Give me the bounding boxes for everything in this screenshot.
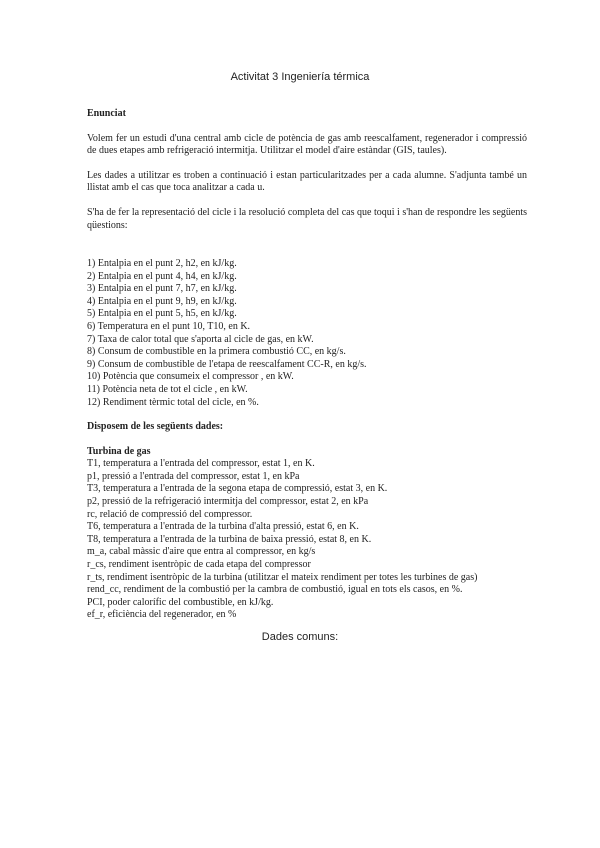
question-item: 10) Potència que consumeix el compressor , en kW. (87, 371, 294, 383)
document-title: Activitat 3 Ingeniería térmica (230, 71, 370, 83)
data-list (87, 458, 527, 622)
enunciat-paragraph-2: Les dades a utilitzar es troben a continuació i estan particularitzades per a cada alumne. S'adjunta també un llistat amb el cas que toca analitzar a cada u. (87, 169, 527, 194)
data-item: T6, temperatura a l'entrada de la turbina d'alta pressió, estat 6, en K. (87, 521, 359, 533)
turbina-heading: Turbina de gas (87, 445, 151, 457)
enunciat-section (87, 108, 527, 232)
data-item: ef_r, eficiència del regenerador, en % (87, 609, 237, 621)
questions-list (87, 258, 527, 409)
question-item: 7) Taxa de calor total que s'aporta al cicle de gas, en kW. (87, 333, 314, 345)
data-item: r_ts, rendiment isentròpic de la turbina (utilitzar el mateix rendiment per totes les turbines de gas) (87, 571, 478, 583)
question-item: 12) Rendiment tèrmic total del cicle, en %. (87, 396, 259, 408)
data-item: m_a, cabal màssic d'aire que entra al compressor, en kg/s (87, 546, 316, 558)
enunciat-paragraph-3: S'ha de fer la representació del cicle i la resolució completa del cas que toqui i s'han de respondre les següents qüestions: (87, 206, 527, 231)
question-item: 4) Entalpia en el punt 9, h9, en kJ/kg. (87, 295, 237, 307)
data-item: rc, relació de compressió del compressor. (87, 508, 253, 520)
question-item: 9) Consum de combustible de l'etapa de reescalfament CC-R, en kg/s. (87, 358, 367, 370)
question-item: 11) Potència neta de tot el cicle , en kW. (87, 383, 248, 395)
enunciat-paragraph-1: Volem fer un estudi d'una central amb cicle de potència de gas amb reescalfament, regenerador i compressió de dues etapes amb refrigeració intermitja. Utilitzar el model d'aire estàndar (GIS, taules). (87, 132, 527, 157)
data-item: rend_cc, rendiment de la combustió per la cambra de combustió, igual en tots els casos, en %. (87, 584, 463, 596)
question-item: 3) Entalpia en el punt 7, h7, en kJ/kg. (87, 283, 237, 295)
data-item: T1, temperatura a l'entrada del compressor, estat 1, en K. (87, 458, 315, 470)
questions-section (87, 258, 527, 409)
question-item: 2) Entalpia en el punt 4, h4, en kJ/kg. (87, 270, 237, 282)
data-item: p1, pressió a l'entrada del compressor, estat 1, en kPa (87, 470, 300, 482)
question-item: 6) Temperatura en el punt 10, T10, en K. (87, 320, 251, 332)
data-item: T8, temperatura a l'entrada de la turbina de baixa pressió, estat 8, en K. (87, 533, 372, 545)
data-item: T3, temperatura a l'entrada de la segona etapa de compressió, estat 3, en K. (87, 483, 388, 495)
disposem-section (87, 421, 527, 622)
question-item: 1) Entalpia en el punt 2, h2, en kJ/kg. (87, 258, 237, 269)
question-item: 8) Consum de combustible en la primera combustió CC, en kg/s. (87, 346, 346, 358)
data-item: p2, pressió de la refrigeració intermitja del compressor, estat 2, en kPa (87, 495, 369, 507)
data-item: r_cs, rendiment isentròpic de cada etapa del compressor (87, 558, 311, 570)
data-item: PCI, poder calorífic del combustible, en kJ/kg. (87, 596, 274, 608)
disposem-heading: Disposem de les següents dades: (87, 421, 224, 432)
enunciat-heading: Enunciat (87, 108, 126, 119)
dades-comuns-heading: Dades comuns: (261, 631, 339, 643)
question-item: 5) Entalpia en el punt 5, h5, en kJ/kg. (87, 308, 237, 320)
